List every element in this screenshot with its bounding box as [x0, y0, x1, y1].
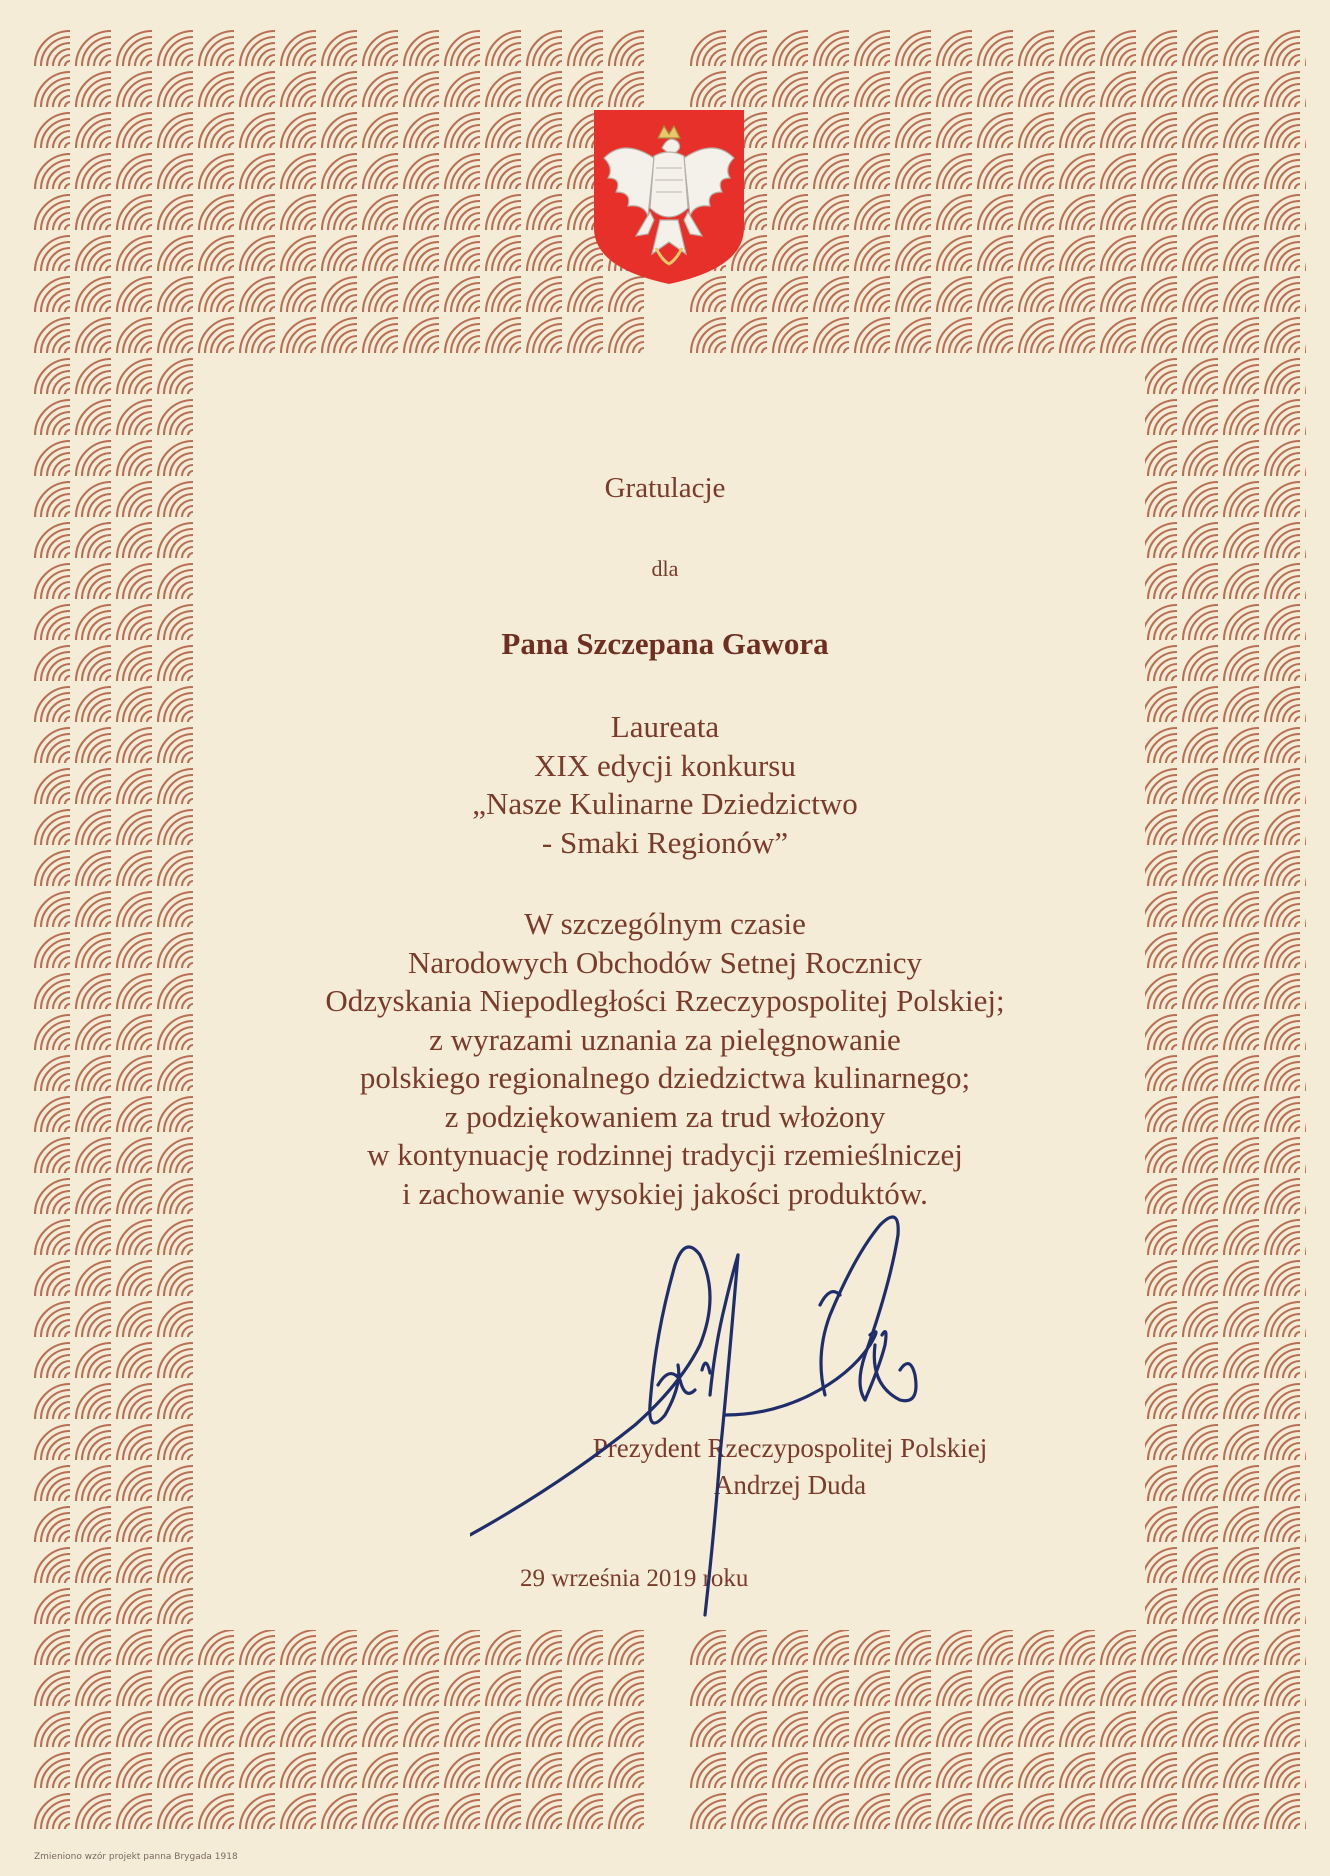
body-block: [0, 905, 1330, 1213]
body-line: w kontynuację rodzinnej tradycji rzemieślniczej: [367, 1137, 963, 1172]
body-line: i zachowanie wysokiej jakości produktów.: [402, 1175, 928, 1211]
recipient-name: Pana Szczepana Gawora: [501, 626, 829, 661]
award-line: - Smaki Regionów”: [541, 824, 789, 860]
for-label: dla: [651, 556, 679, 581]
award-line: XIX edycji konkursu: [534, 747, 796, 783]
issue-date: 29 września 2019 roku: [520, 1565, 749, 1592]
award-line: „Nasze Kulinarne Dziedzictwo: [472, 786, 858, 821]
body-line: z podziękowaniem za trud włożony: [444, 1098, 886, 1134]
signatory-title: Prezydent Rzeczypospolitej Polskiej: [592, 1433, 988, 1463]
award-line: Laureata: [610, 709, 720, 744]
body-line: z wyrazami uznania za pielęgnowanie: [429, 1021, 901, 1057]
body-line: polskiego regionalnego dziedzictwa kulinarnego;: [359, 1060, 971, 1095]
footnote: Zmieniono wzór projekt panna Brygada 1918: [34, 1852, 238, 1862]
body-line: W szczególnym czasie: [524, 906, 806, 941]
signatory-name: Andrzej Duda: [713, 1470, 867, 1500]
body-line: Narodowych Obchodów Setnej Rocznicy: [408, 944, 922, 980]
signatory-block: [540, 1430, 1040, 1504]
award-block: [0, 708, 1330, 862]
body-line: Odzyskania Niepodległości Rzeczypospolitej Polskiej;: [325, 983, 1005, 1018]
certificate-heading: Gratulacje: [604, 472, 726, 504]
polish-eagle-emblem-icon: [592, 108, 746, 286]
